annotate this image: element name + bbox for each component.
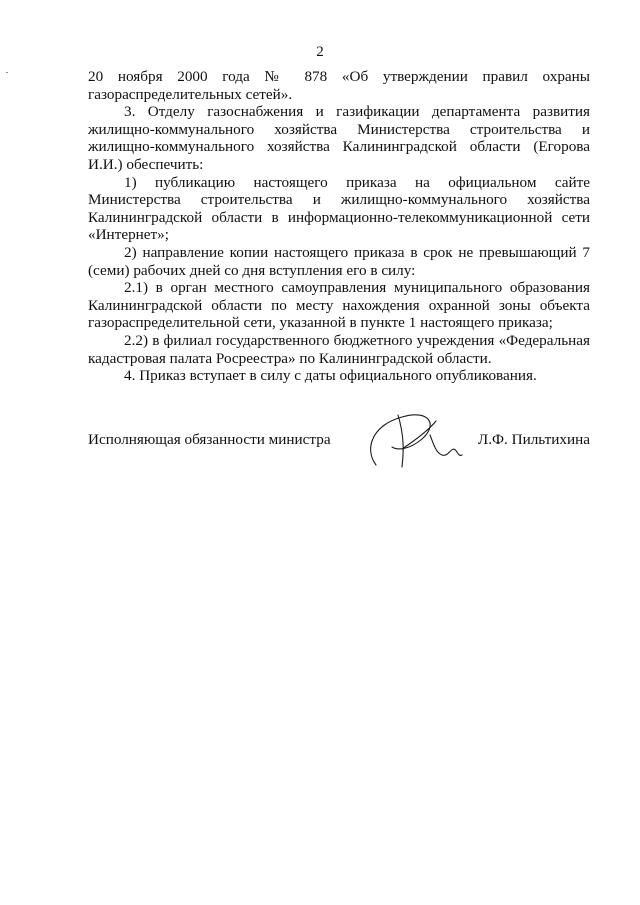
document-body [88, 68, 590, 385]
signatory-name: Л.Ф. Пильтихина [477, 431, 590, 448]
paragraph-subitem-2: 2) направление копии настоящего приказа в срок не превышающий 7 (семи) рабочих дней со дня вступления его в силу: [88, 243, 590, 279]
signatory-position: Исполняющая обязанности министра [88, 431, 331, 448]
paragraph-item-4: 4. Приказ вступает в силу с даты официального опубликования. [124, 367, 537, 385]
paragraph-continuation: 20 ноября 2000 года № 878 «Об утверждении правил охраны газораспределительных сетей». [88, 68, 590, 103]
page-number: 2 [316, 44, 324, 60]
signature-block [88, 431, 590, 461]
handwritten-signature [358, 405, 478, 477]
paragraph-subitem-2-2: 2.2) в филиал государственного бюджетного учреждения «Федеральная кадастровая палата Росреестра» по Калининградской области. [88, 331, 590, 367]
paragraph-item-3: 3. Отделу газоснабжения и газификации департамента развития жилищно-коммунального хозяйства Министерства строительства и жилищно-коммунального хозяйства Калининградской области (Егорова И.И.) обеспечить: [88, 103, 590, 173]
scan-mark [6, 72, 8, 73]
paragraph-subitem-2-1: 2.1) в орган местного самоуправления муниципального образования Калининградской области по месту нахождения охранной зоны объекта газораспределительной сети, указанной в пункте 1 настоящего приказа; [88, 279, 590, 332]
paragraph-subitem-1: 1) публикацию настоящего приказа на официальном сайте Министерства строительства и жилищно-коммунального хозяйства Калининградской области в информационно-телекоммуникационной сети «Интернет»; [88, 173, 590, 244]
